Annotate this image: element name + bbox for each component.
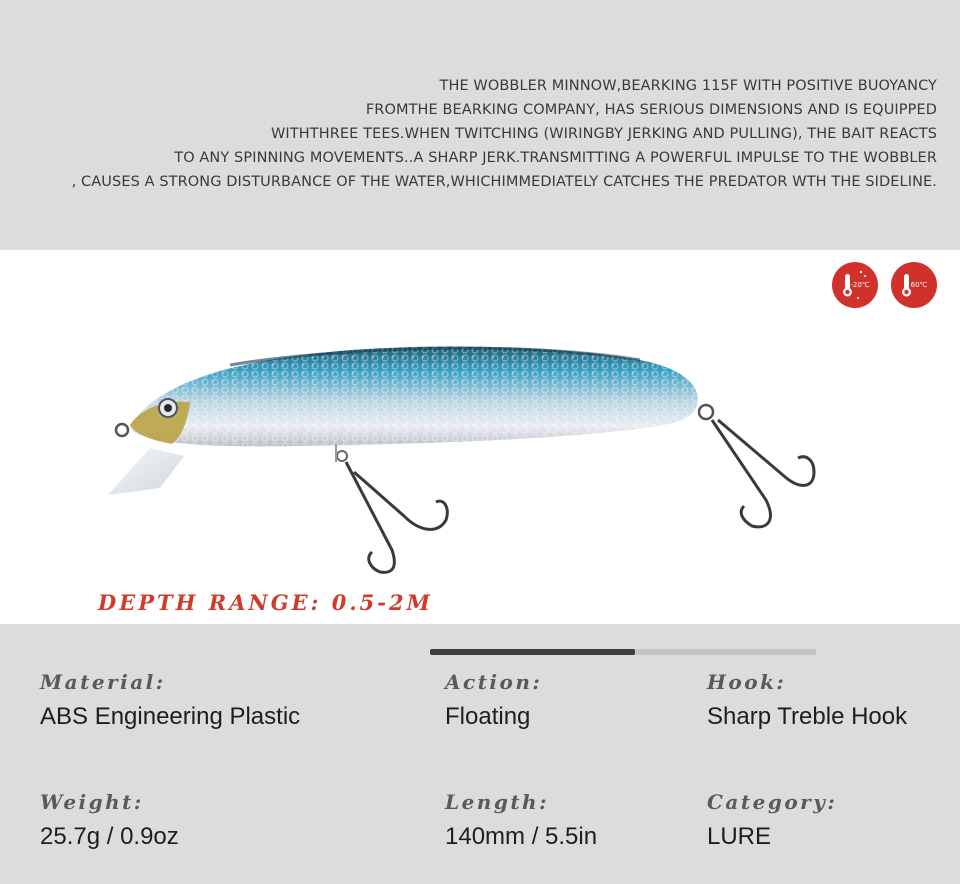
gallery-progress-bar[interactable] [430,649,816,655]
cold-temperature-label: -20℃ [850,281,870,289]
spec-material [40,670,300,731]
spec-value: 25.7g / 0.9oz [40,823,179,850]
description-line: THE WOBBLER MINNOW,BEARKING 115F WITH POSITIVE BUOYANCY [439,78,937,94]
description-line: TO ANY SPINNING MOVEMENTS..A SHARP JERK.TRANSMITTING A POWERFUL IMPULSE TO THE WOBBLER [174,150,937,166]
description-line: FROMTHE BEARKING COMPANY, HAS SERIOUS DIMENSIONS AND IS EQUIPPED [365,102,937,118]
description-line: , CAUSES A STRONG DISTURBANCE OF THE WATER,WHICHIMMEDIATELY CATCHES THE PREDATOR WTH THE SIDELINE. [71,174,937,190]
spec-value: 140mm / 5.5in [445,823,598,850]
spec-value: Floating [445,703,531,730]
spec-value: LURE [707,823,772,850]
spec-label: Material: [40,670,166,694]
gallery-progress-fill [430,649,635,655]
description-line: WITHTHREE TEES.WHEN TWITCHING (WIRINGBY JERKING AND PULLING), THE BAIT REACTS [271,126,937,142]
description-band [0,0,960,250]
product-photo [0,250,960,624]
spec-weight [40,790,179,851]
spec-category [707,790,837,851]
spec-label: Weight: [40,790,144,814]
depth-range-label: DEPTH RANGE: 0.5-2M [98,590,433,615]
hot-temperature-label: 60℃ [910,281,928,289]
product-description [17,74,937,194]
spec-action [445,670,542,731]
spec-label: Length: [445,790,549,814]
spec-hook [707,670,907,731]
spec-label: Hook: [707,670,787,694]
spec-value: Sharp Treble Hook [707,703,908,730]
spec-label: Action: [445,670,543,694]
spec-length [445,790,597,851]
minnow-lure-illustration [0,250,960,624]
spec-label: Category: [707,790,838,814]
specifications-panel [0,624,960,884]
spec-value: ABS Engineering Plastic [40,703,301,730]
